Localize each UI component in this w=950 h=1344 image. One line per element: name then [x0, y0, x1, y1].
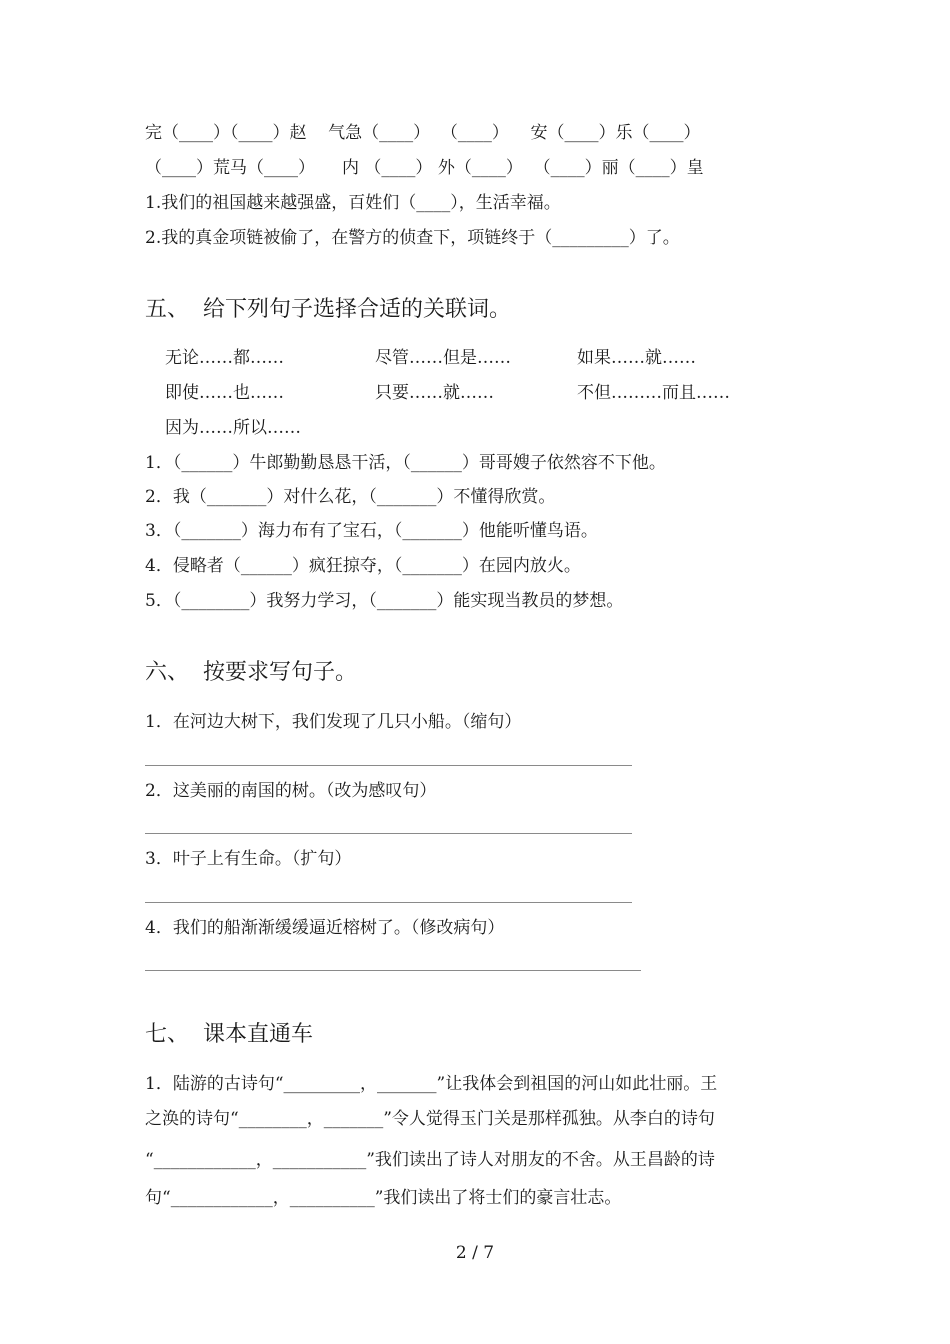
conj-question: 1．（______）牛郎勤勤恳恳干活，（______）哥哥嫂子依然容不下他。: [145, 453, 666, 473]
conj-option: 不但………而且……: [577, 383, 730, 403]
conj-question: 4．侵略者（______）疯狂掠夺，（_______）在园内放火。: [145, 556, 581, 576]
page-number: 2 / 7: [455, 1243, 495, 1263]
rewrite-question: 3．叶子上有生命。（扩句）: [145, 849, 352, 869]
fill-sentence-1: 1.我们的祖国越来越强盛，百姓们（____），生活幸福。: [145, 193, 561, 213]
poem-text-line: 之涣的诗句“________，_______”令人觉得玉门关是那样孤独。从李白的诗句: [145, 1109, 715, 1129]
conj-question: 5．（________）我努力学习，（_______）能实现当教员的梦想。: [145, 591, 624, 611]
answer-line: [145, 833, 632, 834]
fill-sentence-2: 2.我的真金项链被偷了，在警方的侦查下，项链终于（_________）了。: [145, 228, 680, 248]
section-7-heading: 七、 课本直通车: [145, 1022, 313, 1047]
conj-option: 因为……所以……: [165, 418, 301, 438]
rewrite-question: 1．在河边大树下，我们发现了几只小船。（缩句）: [145, 712, 522, 732]
poem-text-line: 1．陆游的古诗句“_________，_______”让我体会到祖国的河山如此壮丽。王: [145, 1074, 718, 1094]
section-6-heading: 六、 按要求写句子。: [145, 660, 357, 685]
rewrite-question: 2．这美丽的南国的树。（改为感叹句）: [145, 781, 437, 801]
rewrite-question: 4．我们的船渐渐缓缓逼近榕树了。（修改病句）: [145, 918, 505, 938]
conj-option: 无论……都……: [165, 348, 284, 368]
poem-text-line: “____________，___________”我们读出了诗人对朋友的不舍。从王昌龄的诗: [145, 1150, 715, 1170]
answer-line: [145, 970, 641, 971]
conj-option: 尽管……但是……: [375, 348, 511, 368]
answer-line: [145, 765, 632, 766]
conj-question: 2．我（_______）对什么花，（_______）不懂得欣赏。: [145, 487, 556, 507]
conj-option: 即使……也……: [165, 383, 284, 403]
fill-row-2: （____）荒马（____） 内 （____） 外（____） （____）丽（____）皇: [145, 158, 704, 178]
fill-row-1: 完（____）（____）赵 气急（____） （____） 安（____）乐（____）: [145, 123, 701, 143]
conj-option: 只要……就……: [375, 383, 494, 403]
conj-option: 如果……就……: [577, 348, 696, 368]
poem-text-line: 句“____________，__________”我们读出了将士们的豪言壮志。: [145, 1188, 622, 1208]
conj-question: 3．（_______）海力布有了宝石，（_______）他能听懂鸟语。: [145, 521, 598, 541]
section-5-heading: 五、 给下列句子选择合适的关联词。: [145, 297, 511, 322]
answer-line: [145, 902, 632, 903]
